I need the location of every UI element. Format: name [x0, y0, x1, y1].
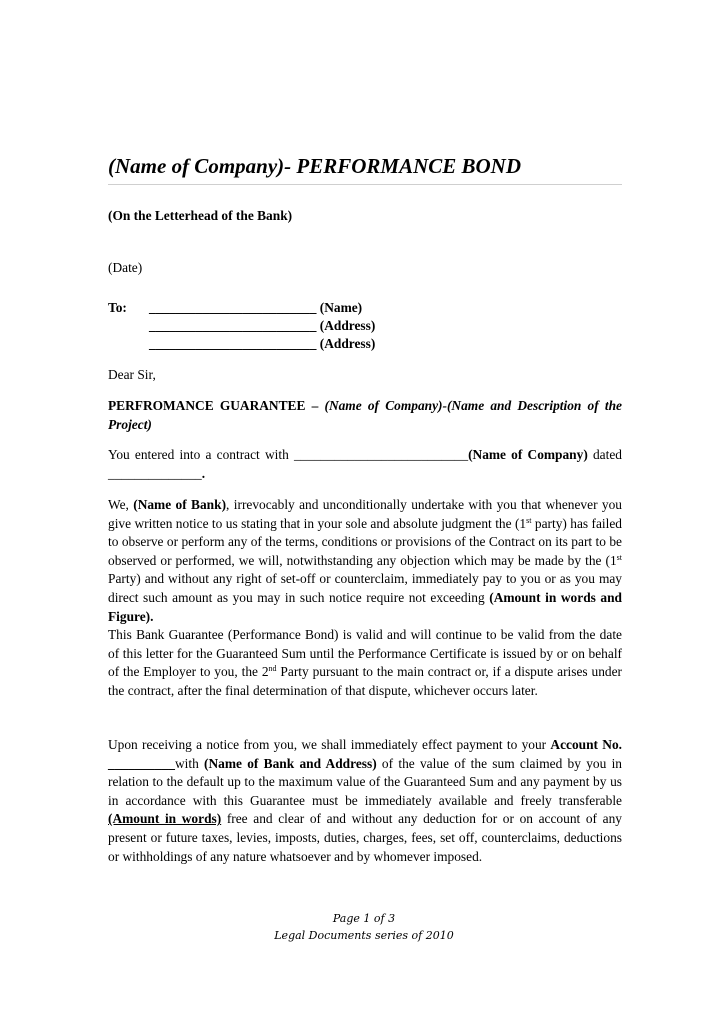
recipient-address-row-1 — [149, 318, 375, 334]
we-sup-2: st — [616, 552, 622, 562]
recipient-name-blank: _________________________ — [149, 300, 317, 315]
validity-text-2: Party pursuant to the main contract or, if a dispute arises under the contract, after the final determination of that dispute, whichever occurs later. — [108, 664, 622, 698]
to-label: To: — [108, 300, 127, 315]
letterhead-note: (On the Letterhead of the Bank) — [108, 208, 293, 223]
contract-text: You entered into a contract with — [108, 447, 294, 462]
payment-bank-address: (Name of Bank and Address) — [204, 755, 377, 771]
we-text-1: We, — [108, 497, 134, 512]
validity-paragraph — [108, 626, 622, 700]
series-label: Legal Documents series of 2010 — [274, 929, 454, 942]
guarantee-paragraph — [108, 496, 622, 626]
subject-prefix: PERFROMANCE GUARANTEE – — [108, 398, 325, 413]
contract-company: (Name of Company) — [468, 447, 588, 462]
payment-paragraph — [108, 736, 622, 866]
title-divider — [108, 184, 622, 185]
validity-sup: nd — [268, 664, 277, 674]
contract-end: . — [201, 465, 206, 481]
validity-text-1: This Bank Guarantee (Performance Bond) is valid and will continue to be valid from the date of this letter for the Guaranteed Sum until the Performance Certificate is issued by or on behalf of the Employer to you, the 2 — [108, 627, 622, 680]
recipient-address-blank-1: _________________________ — [149, 318, 317, 333]
payment-text-1: Upon receiving a notice from you, we shall immediately effect payment to your — [108, 737, 551, 752]
subject-line — [108, 397, 622, 434]
subject-project: (Name of Company)-(Name and Description of the Project) — [108, 398, 622, 432]
recipient-address-blank-2: _________________________ — [149, 336, 317, 351]
document-title: (Name of Company)- PERFORMANCE BOND — [108, 154, 522, 178]
payment-text-4: free and clear of and without any deduction for or on account of any present or future taxes, levies, imposts, duties, charges, fees, set off, counterclaims, deductions or withholdings of any nature whatsoever and by whomever imposed. — [108, 811, 622, 864]
payment-text-3: of the value of the sum claimed by you in relation to the default up to the maximum value of the Guaranteed Sum and any payment by us in accordance with this Guarantee must be immediately available and freely transferable — [108, 755, 622, 808]
we-bank-name: (Name of Bank) — [133, 497, 227, 512]
salutation: Dear Sir, — [108, 367, 156, 382]
recipient-address-label-1: (Address) — [319, 318, 376, 333]
page-number: Page 1 of 3 — [332, 912, 396, 925]
recipient-address-label-2: (Address) — [319, 336, 376, 351]
date-placeholder: (Date) — [108, 260, 143, 275]
contract-dated: dated — [587, 447, 622, 462]
contract-paragraph — [108, 446, 622, 483]
recipient-name-label: (Name) — [319, 300, 363, 315]
we-sup-1: st — [526, 515, 532, 525]
payment-account: Account No. __________ — [108, 737, 622, 771]
contract-blank-2: ______________ — [108, 465, 202, 481]
we-text-4: Party) and without any right of set-off or counterclaim, immediately pay to you or as you may direct such amount as you may in such notice require not exceeding — [108, 571, 622, 605]
contract-blank-1: __________________________ — [293, 447, 469, 462]
recipient-address-row-2 — [149, 336, 375, 352]
recipient-name-row — [149, 300, 362, 316]
we-text-2: , irrevocably and unconditionally undertake with you that whenever you give written notice to us stating that in your sole and absolute judgment the (1 — [108, 497, 622, 531]
we-text-3: party) has failed to observe or perform any of the terms, conditions or provisions of the Contract on its part to be observed or performed, we will, notwithstanding any objection which may be made by the (1 — [108, 515, 622, 568]
we-amount: (Amount in words and Figure). — [108, 589, 623, 624]
payment-text-2: with — [174, 755, 205, 771]
payment-amount-words: (Amount in words) — [108, 811, 222, 827]
